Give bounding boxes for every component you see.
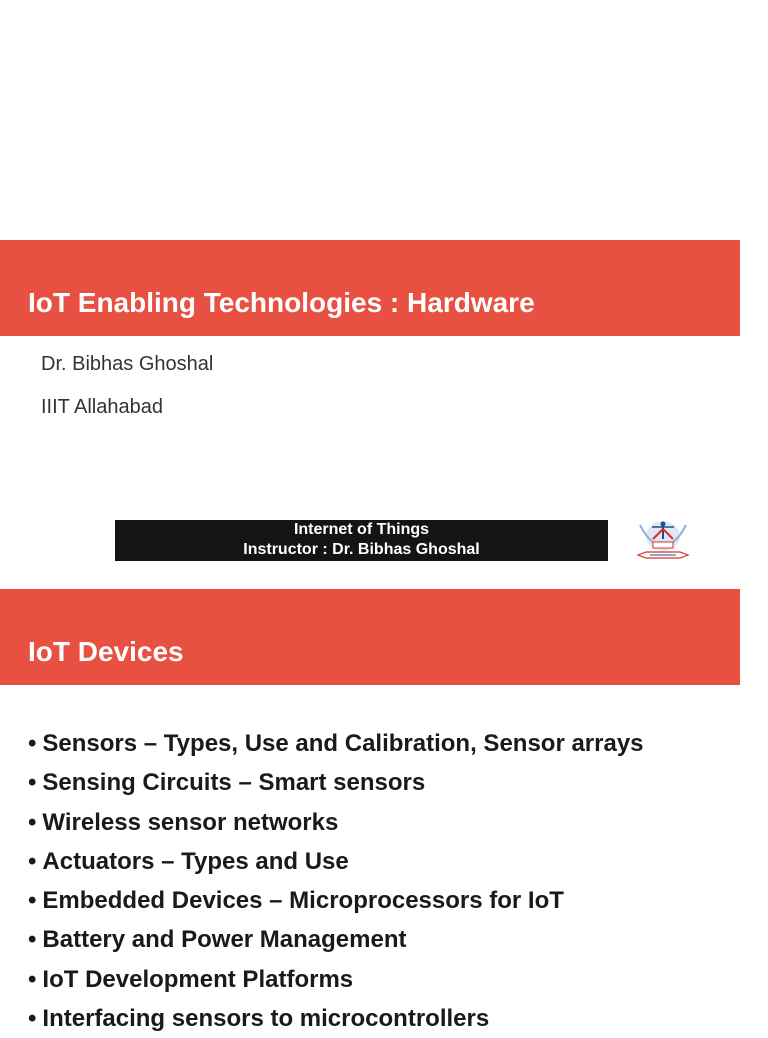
author-name: Dr. Bibhas Ghoshal: [41, 353, 214, 375]
bullet-symbol: •: [28, 808, 37, 836]
bullet-symbol: •: [28, 1005, 37, 1033]
bullet-symbol: •: [28, 887, 37, 915]
bullet-symbol: •: [28, 926, 37, 954]
bullet-symbol: •: [28, 769, 37, 797]
bullet-symbol: •: [28, 965, 37, 993]
list-item: [28, 999, 644, 1038]
list-item: [28, 842, 644, 881]
bullet-symbol: •: [28, 847, 37, 875]
list-item: [28, 724, 644, 763]
section-title: IoT Devices: [28, 636, 184, 667]
list-item-text: Interfacing sensors to microcontrollers: [42, 1005, 490, 1033]
list-item-text: Sensing Circuits – Smart sensors: [42, 769, 426, 797]
list-item-text: Battery and Power Management: [42, 926, 407, 954]
list-item: [28, 803, 644, 842]
section-title-banner: [0, 589, 740, 685]
list-item: [28, 960, 644, 999]
instructor-line: Instructor : Dr. Bibhas Ghoshal: [243, 541, 480, 558]
list-item-text: IoT Development Platforms: [42, 965, 354, 993]
institute-name: IIIT Allahabad: [41, 396, 163, 418]
list-item-text: Sensors – Types, Use and Calibration, Sensor arrays: [42, 730, 644, 757]
slide-title-banner: [0, 240, 740, 336]
bullet-symbol: •: [28, 730, 37, 757]
list-item-text: Wireless sensor networks: [42, 808, 339, 836]
slide-title: IoT Enabling Technologies : Hardware: [28, 287, 535, 318]
list-item: [28, 920, 644, 959]
list-item-text: Actuators – Types and Use: [42, 847, 349, 875]
list-item: [28, 881, 644, 920]
course-footer-bar: [115, 520, 608, 561]
topic-list: [28, 724, 644, 1038]
list-item: [28, 763, 644, 802]
course-name: Internet of Things: [293, 521, 430, 538]
list-item-text: Embedded Devices – Microprocessors for IoT: [42, 887, 564, 915]
institute-logo-icon: [634, 517, 692, 561]
